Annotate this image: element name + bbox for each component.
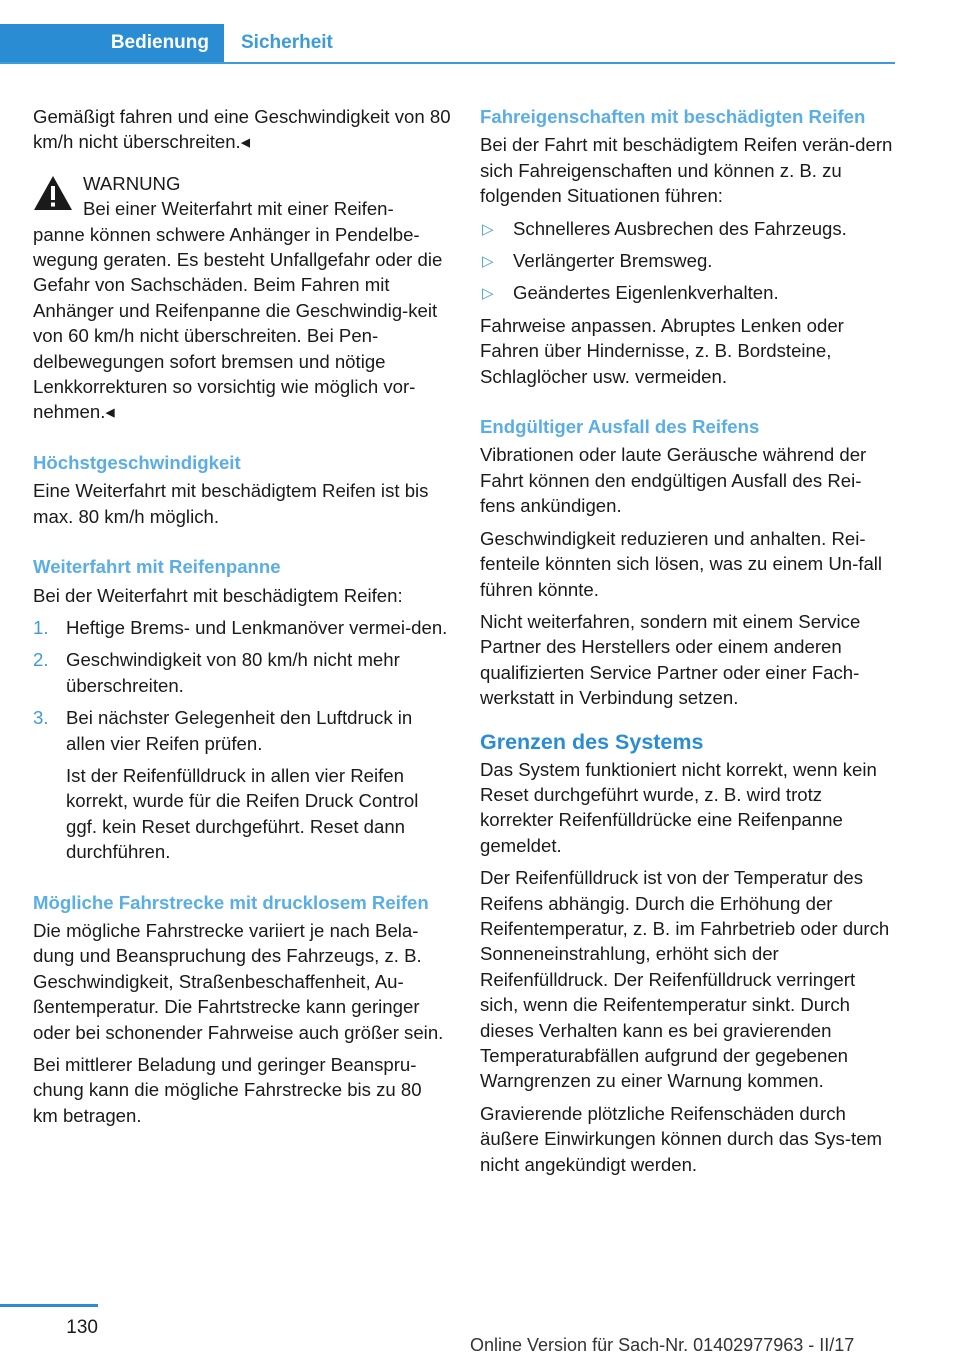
limits-paragraph-3: Gravierende plötzliche Reifenschäden durch äußere Einwirkungen können durch das Sys-tem nicht angekündigt werden. bbox=[480, 1102, 883, 1175]
failure-paragraph-3: Nicht weiterfahren, sondern mit einem Service Partner des Herstellers oder einem anderen qualifizierten Service Partner oder einer Fach-werkstatt in Verbindung setzen. bbox=[480, 610, 861, 709]
footer-rule bbox=[0, 1304, 98, 1307]
step-number: 2. bbox=[33, 649, 49, 671]
chapter-tabs bbox=[0, 24, 895, 64]
list-item bbox=[33, 705, 451, 864]
failure-paragraph-2: Geschwindigkeit reduzieren und anhalten. Rei-fenteile könnten sich lösen, was zu einem Un-fall führen könnte. bbox=[480, 527, 883, 600]
warning-first-line: Bei einer Weiterfahrt mit einer Reifen- bbox=[83, 198, 394, 220]
effects-list bbox=[480, 216, 896, 306]
tab-bedienung[interactable]: Bedienung bbox=[0, 24, 224, 62]
step-text: Bei nächster Gelegenheit den Luftdruck in allen vier Reifen prüfen. bbox=[66, 707, 413, 754]
bullet-text: Geändertes Eigenlenkverhalten. bbox=[513, 282, 779, 304]
heading-hoechstgeschwindigkeit: Höchstgeschwindigkeit bbox=[33, 451, 241, 473]
range-paragraph-2: Bei mittlerer Beladung und geringer Beanspru-chung kann die mögliche Fahrstrecke bis zu 80 km betragen. bbox=[33, 1054, 422, 1126]
heading-fahrstrecke: Mögliche Fahrstrecke mit drucklosem Reifen bbox=[33, 891, 429, 913]
step-number: 1. bbox=[33, 616, 49, 638]
list-item bbox=[480, 280, 896, 305]
warning-triangle-icon bbox=[33, 175, 73, 211]
speed-text: Eine Weiterfahrt mit beschädigtem Reifen ist bis max. 80 km/h möglich. bbox=[33, 480, 429, 527]
step-text: Heftige Brems- und Lenkmanöver vermei-den. bbox=[66, 616, 448, 638]
continue-intro: Bei der Weiterfahrt mit beschädigtem Reifen: bbox=[33, 584, 403, 606]
bullet-text: Verlängerter Bremsweg. bbox=[513, 250, 713, 272]
heading-weiterfahrt: Weiterfahrt mit Reifenpanne bbox=[33, 556, 281, 578]
list-item bbox=[480, 248, 896, 273]
list-item bbox=[33, 647, 451, 698]
limits-paragraph-2: Der Reifenfülldruck ist von der Temperatur des Reifens abhängig. Durch die Erhöhung der Reifentemperatur, z. B. im Fahrbetrieb oder durch Sonneneinstrahlung, erhöht sich der Reifenfülldruck. Der Reifenfülldruck verringert sich, wenn die Reifentemperatur sinkt. Durch dieses Verhalten kann es bei gravierenden Temperaturabfällen aufgrund der gegebenen Warngrenzen zu einer Warnung kommen. bbox=[480, 867, 890, 1092]
limits-paragraph-1: Das System funktioniert nicht korrekt, wenn kein Reset durchgeführt wurde, z. B. wird trotz korrekter Reifenfülldrücke eine Reifenpanne gemeldet. bbox=[480, 758, 877, 856]
heading-grenzen: Grenzen des Systems bbox=[480, 729, 704, 754]
heading-ausfall: Endgültiger Ausfall des Reifens bbox=[480, 416, 760, 438]
intro-text: Gemäßigt fahren und eine Geschwindigkeit von 80 km/h nicht überschreiten.◂ bbox=[33, 106, 451, 153]
warning-body: panne können schwere Anhänger in Pendelbe-wegung geraten. Es besteht Unfallgefahr oder die Gefahr von Sachschäden. Beim Fahren mit Anhänger und Reifenpanne die Geschwindig-keit von 60 km/h nicht überschreiten. Bei Pen-delbewegungen sofort bremsen und nötige Lenkkorrekturen so vorsichtig wie möglich vor-nehmen.◂ bbox=[33, 223, 443, 423]
warning-box bbox=[33, 171, 451, 425]
steps-list bbox=[33, 615, 451, 865]
page-number: 130 bbox=[66, 1317, 98, 1338]
heading-fahreigenschaften: Fahreigenschaften mit beschädigten Reifen bbox=[480, 106, 866, 127]
failure-paragraph-1: Vibrationen oder laute Geräusche während der Fahrt können den endgültigen Ausfall des Rei-fens ankündigen. bbox=[480, 444, 867, 517]
driving-intro: Bei der Fahrt mit beschädigtem Reifen verän-dern sich Fahreigenschaften und können z. B. zu folgenden Situationen führen: bbox=[480, 134, 893, 207]
list-item bbox=[33, 615, 451, 640]
triangle-bullet-icon: ▷ bbox=[482, 220, 494, 238]
step-text: Geschwindigkeit von 80 km/h nicht mehr überschreiten. bbox=[66, 649, 400, 696]
triangle-bullet-icon: ▷ bbox=[482, 253, 494, 271]
warning-title: WARNUNG bbox=[83, 172, 181, 194]
step-3-note: Ist der Reifenfülldruck in allen vier Reifen korrekt, wurde für die Reifen Druck Control ggf. kein Reset durchgeführt. Reset dann durchführen. bbox=[66, 764, 419, 863]
range-paragraph-1: Die mögliche Fahrstrecke variiert je nach Bela-dung und Beanspruchung des Fahrzeugs, z. B. Geschwindigkeit, Straßenbeschaffenheit, Au-ßentemperatur. Die Fahrtstrecke kann geringer oder bei schonender Fahrweise auch größer sein. bbox=[33, 919, 444, 1043]
right-column bbox=[480, 104, 896, 1184]
bullet-text: Schnelleres Ausbrechen des Fahrzeugs. bbox=[513, 217, 847, 239]
driving-advice: Fahrweise anpassen. Abruptes Lenken oder Fahren über Hindernisse, z. B. Bordsteine, Schlaglöcher usw. vermeiden. bbox=[480, 314, 844, 387]
triangle-bullet-icon: ▷ bbox=[482, 285, 494, 303]
online-version-note: Online Version für Sach-Nr. 01402977963 - II/17 bbox=[470, 1335, 855, 1355]
list-item bbox=[480, 216, 896, 241]
left-column bbox=[33, 104, 451, 1135]
step-number: 3. bbox=[33, 707, 49, 729]
tab-sicherheit[interactable]: Sicherheit bbox=[241, 32, 333, 53]
